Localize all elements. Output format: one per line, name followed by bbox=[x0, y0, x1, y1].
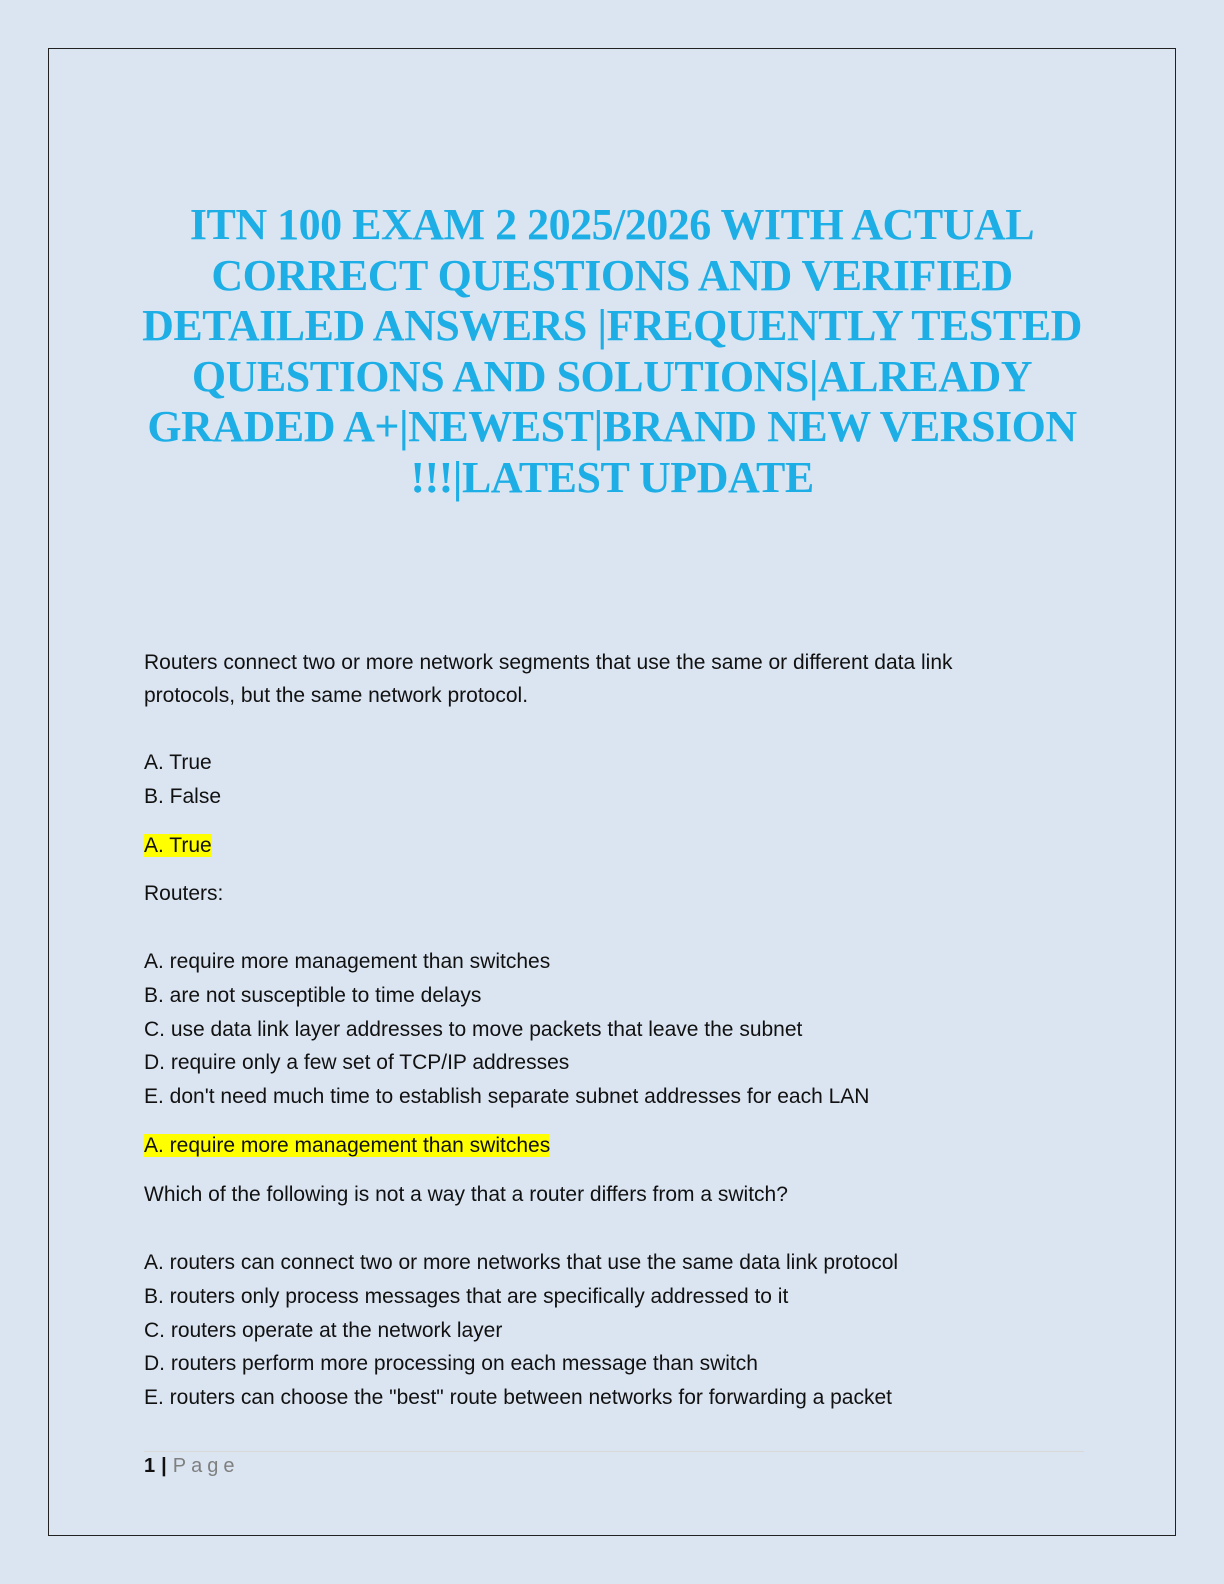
question-3-option-e: E. routers can choose the "best" route between networks for forwarding a packet bbox=[144, 1386, 892, 1409]
question-1-answer bbox=[144, 833, 212, 859]
question-2-prompt: Routers: bbox=[144, 882, 224, 905]
question-2-option-e: E. don't need much time to establish separate subnet addresses for each LAN bbox=[144, 1085, 870, 1108]
question-3-option-d: D. routers perform more processing on each message than switch bbox=[144, 1352, 758, 1375]
page-number: 1 bbox=[144, 1455, 156, 1477]
question-1-prompt-line-1: Routers connect two or more network segments that use the same or different data link bbox=[144, 651, 953, 674]
question-3-option-b: B. routers only process messages that are specifically addressed to it bbox=[144, 1285, 789, 1308]
page-label: Page bbox=[172, 1455, 240, 1477]
question-1-option-a: A. True bbox=[144, 751, 212, 774]
question-2-answer-highlight: A. require more management than switches bbox=[144, 1134, 551, 1157]
question-3-option-c: C. routers operate at the network layer bbox=[144, 1319, 503, 1342]
question-1-answer-highlight: A. True bbox=[144, 834, 212, 857]
question-3-option-a: A. routers can connect two or more networks that use the same data link protocol bbox=[144, 1251, 899, 1274]
question-2-option-b: B. are not susceptible to time delays bbox=[144, 984, 482, 1007]
question-3-prompt: Which of the following is not a way that a router differs from a switch? bbox=[144, 1183, 788, 1206]
question-1-option-b: B. False bbox=[144, 785, 222, 808]
question-2-option-c: C. use data link layer addresses to move packets that leave the subnet bbox=[144, 1018, 803, 1041]
question-2-option-d: D. require only a few set of TCP/IP addresses bbox=[144, 1051, 570, 1074]
page-separator: | bbox=[161, 1455, 167, 1477]
question-2-answer bbox=[144, 1133, 550, 1159]
document-title: ITN 100 EXAM 2 2025/2026 WITH ACTUAL CORRECT QUESTIONS AND VERIFIED DETAILED ANSWERS |FREQUENTLY TESTED QUESTIONS AND SOLUTIONS|ALREADY GRADED A+|NEWEST|BRAND NEW VERSION !!!|LATEST UPDATE bbox=[142, 200, 1082, 502]
page-footer bbox=[144, 1453, 239, 1479]
question-2-option-a: A. require more management than switches bbox=[144, 950, 551, 973]
footer-divider bbox=[144, 1451, 1084, 1452]
question-1-prompt-line-2: protocols, but the same network protocol. bbox=[144, 684, 529, 707]
